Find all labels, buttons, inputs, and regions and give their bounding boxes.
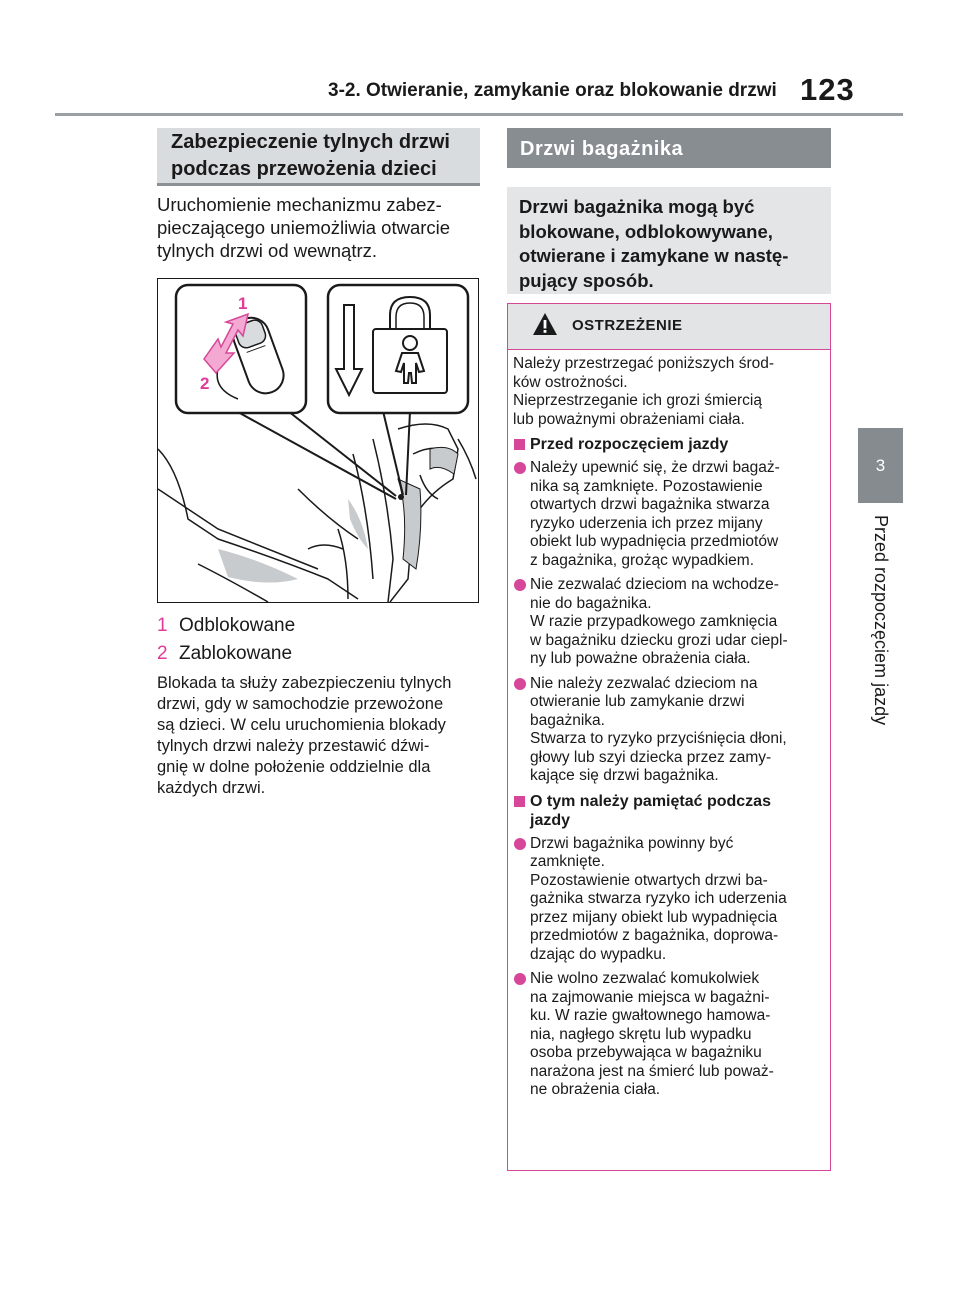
warning-title: OSTRZEŻENIE — [572, 317, 683, 334]
square-bullet-icon — [514, 796, 525, 807]
note-line: drzwi, gdy w samochodzie przewożone — [157, 695, 444, 713]
subheading-line: O tym należy pamiętać podczas — [530, 792, 771, 810]
warning-subheading — [513, 792, 825, 830]
trunk-heading: Drzwi bagażnika — [507, 128, 831, 168]
child-lock-note — [157, 673, 482, 799]
heading-line: Zabezpieczenie tylnych drzwi — [171, 131, 450, 153]
bullet-line: zamknięte. — [530, 853, 605, 870]
warning-intro-line: Nieprzestrzeganie ich grozi śmiercią — [513, 392, 762, 409]
subheading-line: jazdy — [530, 811, 571, 829]
bullet-line: ryzyko uderzenia ich przez mijany — [530, 514, 763, 532]
bullet-line: w bagażniku dziecku grozi udar ciepl- — [530, 631, 788, 649]
legend-item-locked — [157, 643, 292, 665]
note-line: każdych drzwi. — [157, 779, 266, 797]
warning-box — [507, 303, 831, 1171]
heading-line: podczas przewożenia dzieci — [171, 158, 437, 180]
warning-intro — [513, 355, 825, 429]
warning-bullet — [513, 576, 825, 669]
bullet-line: Należy upewnić się, że drzwi bagaż- — [530, 459, 780, 476]
bullet-line: bagażnika. — [530, 711, 605, 729]
bullet-line: otwartych drzwi bagażnika stwarza — [530, 496, 770, 513]
child-lock-heading — [157, 128, 480, 186]
warning-bullet — [513, 970, 825, 1100]
note-line: Blokada ta służy zabezpieczeniu tylnych — [157, 674, 452, 692]
round-bullet-icon — [514, 462, 526, 474]
door-illustration — [158, 279, 478, 602]
note-line: gnię w dolne położenie oddzielnie dla — [157, 758, 431, 776]
bullet-line: dzając do wypadku. — [530, 945, 667, 963]
bullet-line: obiekt lub wypadnięcia przedmiotów — [530, 533, 779, 550]
page-number: 123 — [800, 72, 855, 107]
legend-number: 1 — [157, 615, 168, 636]
chapter-caption-container — [868, 515, 894, 725]
warning-header — [508, 304, 830, 350]
round-bullet-icon — [514, 973, 526, 985]
round-bullet-icon — [514, 579, 526, 591]
subheading-line: Przed rozpoczęciem jazdy — [530, 436, 729, 453]
bullet-line: kające się drzwi bagażnika. — [530, 767, 719, 784]
header-divider — [55, 113, 903, 116]
warning-intro-line: Należy przestrzegać poniższych środ- — [513, 355, 775, 372]
bullet-line: głowy lub szyi dziecka przez zamy- — [530, 748, 772, 766]
warning-intro-line: ków ostrożności. — [513, 373, 628, 391]
intro-line: Uruchomienie mechanizmu zabez- — [157, 194, 442, 215]
legend-item-unlocked — [157, 615, 295, 637]
bullet-line: gażnika stwarza ryzyko ich uderzenia — [530, 890, 787, 907]
trunk-intro-line: otwierane i zamykane w nastę- — [519, 245, 789, 266]
bullet-line: Nie należy zezwalać dzieciom na — [530, 674, 758, 692]
note-line: tylnych drzwi należy przestawić dźwi- — [157, 737, 430, 755]
round-bullet-icon — [514, 838, 526, 850]
bullet-line: osoba przebywająca w bagażniku — [530, 1044, 762, 1061]
intro-line: pieczającego uniemożliwia otwarcie — [157, 217, 451, 238]
child-lock-illustration — [157, 278, 479, 603]
warning-triangle-icon — [532, 312, 558, 336]
bullet-line: z bagażnika, grożąc wypadkiem. — [530, 551, 755, 569]
warning-bullet — [513, 459, 825, 570]
section-title: 3-2. Otwieranie, zamykanie oraz blokowanie drzwi — [328, 80, 777, 101]
chapter-caption: Przed rozpoczęciem jazdy — [871, 515, 891, 726]
bullet-line: nika są zamknięte. Pozostawienie — [530, 477, 763, 495]
round-bullet-icon — [514, 678, 526, 690]
bullet-line: otwieranie lub zamykanie drzwi — [530, 693, 745, 710]
bullet-line: na zajmowanie miejsca w bagażni- — [530, 988, 770, 1006]
trunk-intro-line: Drzwi bagażnika mogą być — [519, 196, 755, 217]
bullet-line: ny lub poważne obrażenia ciała. — [530, 650, 751, 667]
bullet-line: przedmiotów z bagażnika, doprowa- — [530, 927, 779, 944]
bullet-line: ku. W razie gwałtownego hamowa- — [530, 1007, 771, 1024]
child-lock-intro — [157, 193, 482, 262]
warning-intro-line: lub poważnymi obrażeniami ciała. — [513, 410, 745, 428]
bullet-line: Pozostawienie otwartych drzwi ba- — [530, 871, 768, 889]
warning-bullet — [513, 675, 825, 786]
legend-number: 2 — [157, 643, 168, 664]
bullet-line: Drzwi bagażnika powinny być — [530, 834, 734, 852]
warning-subheading — [513, 435, 825, 454]
bullet-line: Nie zezwalać dzieciom na wchodze- — [530, 576, 779, 593]
chapter-tab: 3 — [858, 428, 903, 503]
bullet-line: W razie przypadkowego zamknięcia — [530, 613, 778, 630]
trunk-intro — [507, 187, 831, 294]
bullet-line: Stwarza to ryzyko przyciśnięcia dłoni, — [530, 730, 787, 747]
figure-label-1: 1 — [238, 294, 248, 313]
legend-label: Zablokowane — [179, 643, 293, 664]
bullet-line: nie do bagażnika. — [530, 594, 652, 612]
trunk-intro-line: blokowane, odblokowywane, — [519, 220, 773, 242]
legend-label: Odblokowane — [179, 615, 296, 636]
bullet-line: przez mijany obiekt lub wypadnięcia — [530, 908, 778, 926]
warning-body — [513, 355, 825, 1106]
warning-bullet — [513, 835, 825, 965]
figure-label-2: 2 — [200, 374, 210, 393]
bullet-line: Nie wolno zezwalać komukolwiek — [530, 970, 760, 987]
bullet-line: nia, nagłego skrętu lub wypadku — [530, 1025, 752, 1043]
trunk-intro-line: pujący sposób. — [519, 269, 654, 291]
bullet-line: ne obrażenia ciała. — [530, 1081, 661, 1098]
intro-line: tylnych drzwi od wewnątrz. — [157, 240, 378, 261]
square-bullet-icon — [514, 439, 525, 450]
bullet-line: narażona jest na śmierć lub poważ- — [530, 1062, 774, 1080]
note-line: są dzieci. W celu uruchomienia blokady — [157, 716, 446, 734]
